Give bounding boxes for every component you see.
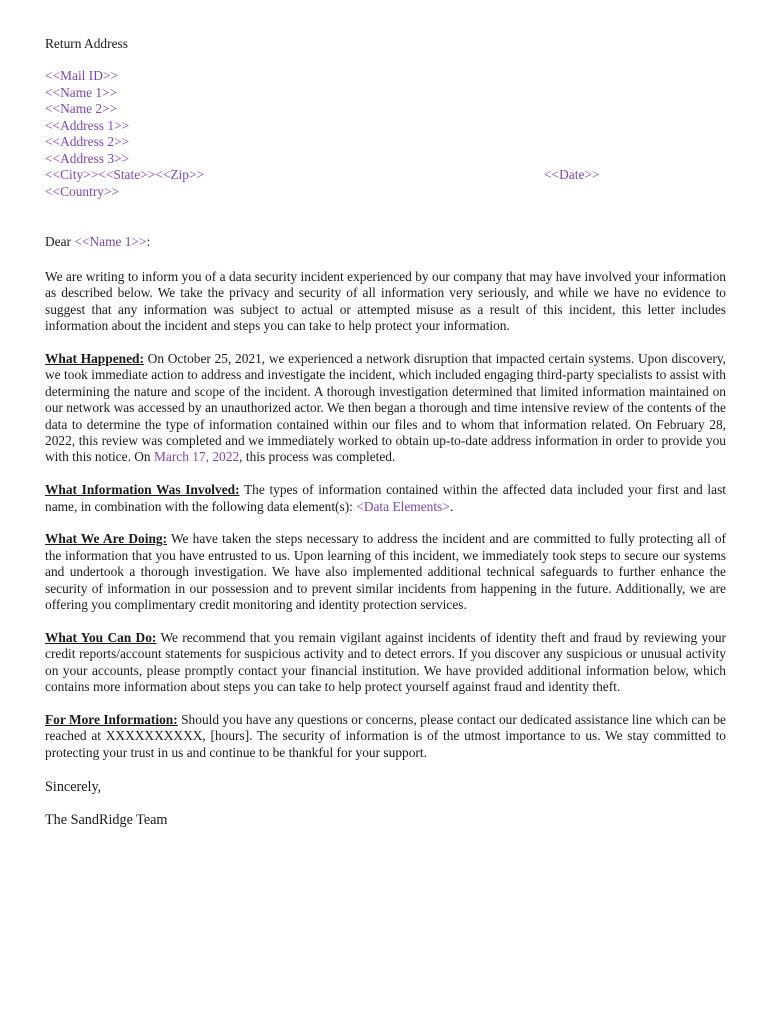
address1-placeholder: <<Address 1>>: [45, 117, 130, 133]
name1-placeholder: <<Name 1>>: [45, 84, 118, 100]
salutation-prefix: Dear: [45, 234, 75, 249]
what-you-can-do-paragraph: [45, 630, 726, 696]
data-elements-placeholder: <Data Elements>: [356, 498, 450, 514]
state-placeholder: <<State>>: [98, 167, 156, 182]
zip-placeholder: <<Zip>>: [155, 167, 205, 182]
city-state-zip-line: [45, 167, 204, 184]
what-info-tail: .: [449, 498, 454, 514]
letter-body: [45, 269, 726, 778]
salutation: [45, 234, 150, 250]
city-placeholder: <<City>>: [45, 167, 99, 182]
salutation-name: <<Name 1>>: [74, 234, 147, 249]
what-info-heading: What Information Was Involved:: [45, 482, 240, 498]
closing: Sincerely,: [45, 779, 102, 795]
more-info-paragraph: [45, 712, 726, 761]
what-happened-heading: What Happened:: [45, 351, 144, 367]
what-doing-text: We have taken the steps necessary to address the incident and are committed to fully protecting all of the information that you have entrusted to us. Upon learning of this incident, we immediately took steps to secure our systems and undertook a thorough investigation. We have also implemented additional technical safeguards to further enhance the security of information in our possession and to prevent similar incidents from happening in the future. Additionally, we are offering you complimentary credit monitoring and identity protection services.: [45, 531, 726, 613]
intro-paragraph: We are writing to inform you of a data security incident experienced by our company that may have involved your information as described below. We take the privacy and security of all information very seriously, and while we have no evidence to suggest that any information was subject to actual or attempted misuse as a result of this incident, this letter includes information about the incident and steps you can take to help protect your information.: [45, 269, 726, 334]
country-placeholder: <<Country>>: [45, 183, 120, 199]
what-info-text: The types of information contained within the affected data included your first and last name, in combination with the following data element(s):: [45, 482, 726, 514]
address3-placeholder: <<Address 3>>: [45, 150, 130, 166]
what-info-paragraph: [45, 482, 726, 515]
return-address: Return Address: [45, 36, 128, 51]
recipient-address-block: [45, 68, 204, 200]
more-info-heading: For More Information:: [45, 711, 178, 727]
what-happened-tail: , this process was completed.: [239, 449, 396, 465]
address2-placeholder: <<Address 2>>: [45, 134, 130, 149]
signoff: The SandRidge Team: [45, 812, 168, 828]
mail-id-placeholder: <<Mail ID>>: [45, 68, 118, 83]
more-info-text: Should you have any questions or concerns, please contact our dedicated assistance line which can be reached at XXXXXXXXXX, [hours]. The security of information is of the utmost importance to us. We stay committed to protecting your trust in us and continue to be thankful for your support.: [45, 711, 726, 760]
what-doing-heading: What We Are Doing:: [45, 531, 168, 547]
what-you-can-do-heading: What You Can Do:: [45, 629, 157, 645]
salutation-suffix: :: [146, 234, 151, 249]
what-doing-paragraph: [45, 531, 726, 613]
what-happened-paragraph: [45, 351, 726, 466]
what-you-can-do-text: We recommend that you remain vigilant against incidents of identity theft and fraud by reviewing your credit reports/account statements for suspicious activity and to detect errors. If you discover any suspicious or unusual activity on your accounts, please promptly contact your financial institution. We have provided additional information below, which contains more information about steps you can take to help protect yourself against fraud and identity theft.: [45, 629, 726, 695]
date-placeholder: <<Date>>: [544, 167, 600, 182]
name2-placeholder: <<Name 2>>: [45, 101, 118, 116]
what-happened-text: On October 25, 2021, we experienced a network disruption that impacted certain systems. Upon discovery, we took immediate action to address and investigate the incident, which included engaging third-party specialists to assist with determining the nature and scope of the incident. A thorough investigation determined that limited information maintained on our network was accessed by an unauthorized actor. We then began a thorough and time intensive review of the contents of the data to determine the type of information contained within our files and to whom that information related. On February 28, 2022, this review was completed and we immediately worked to obtain up-to-date address information in order to provide you with this notice. On: [45, 351, 726, 465]
completion-date: March 17, 2022: [153, 449, 240, 465]
